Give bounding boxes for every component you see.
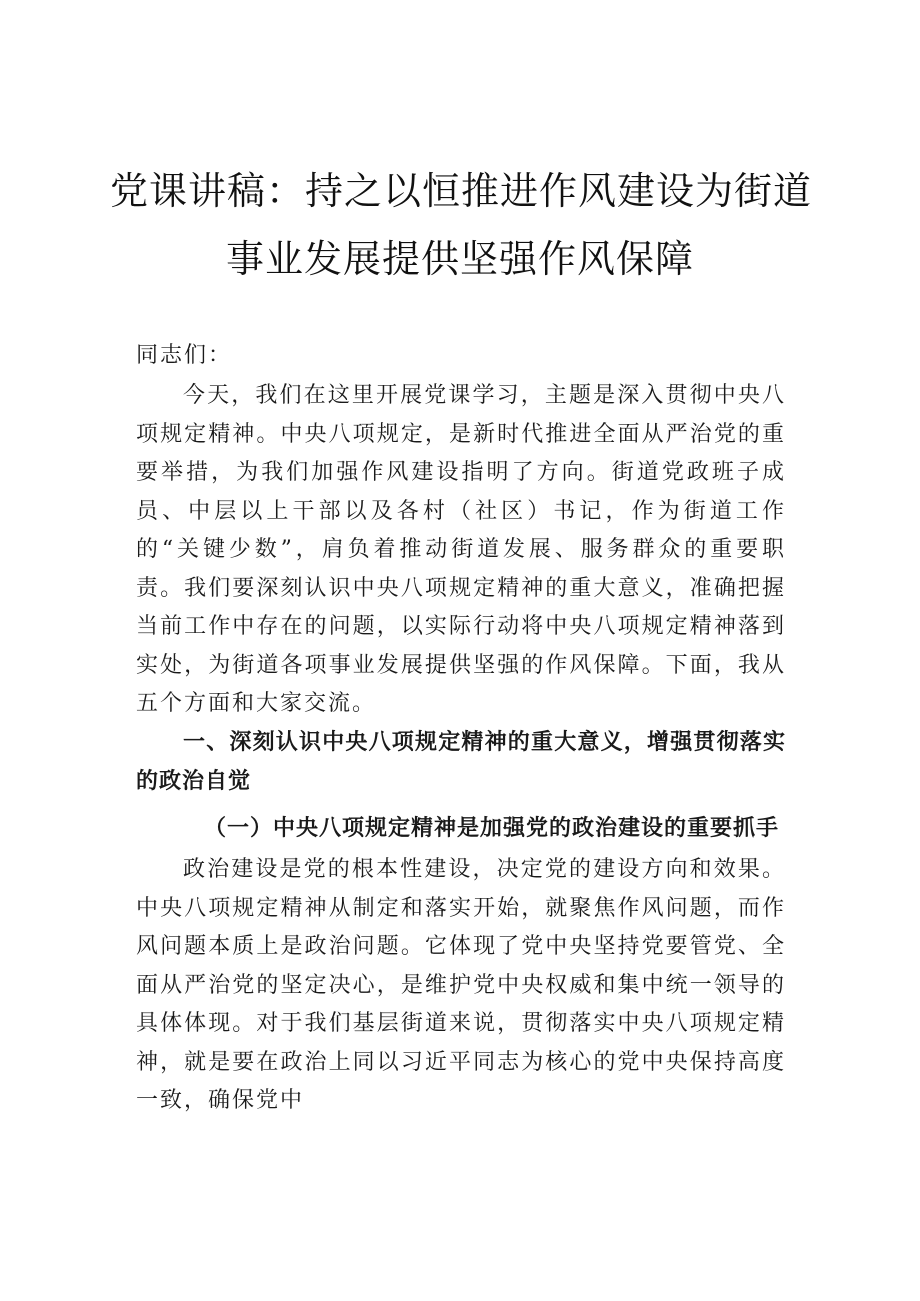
body-paragraph-2: 政治建设是党的根本性建设，决定党的建设方向和效果。中央八项规定精神从制定和落实开始，就聚焦作风问题，而作风问题本质上是政治问题。它体现了党中央坚持党要管党、全面从严治党的坚定决心，是维护党中央权威和集中统一领导的具体体现。对于我们基层街道来说，贯彻落实中央八项规定精神，就是要在政治上同以习近平同志为核心的党中央保持高度一致，确保党中 [136, 857, 786, 1113]
section-heading-1: 一、深刻认识中央八项规定精神的重大意义，增强贯彻落实的政治自觉 [136, 730, 786, 794]
salutation: 同志们： [136, 343, 233, 368]
subsection-heading-1: （一）中央八项规定精神是加强党的政治建设的重要抓手 [204, 816, 780, 841]
document-title-line-1: 党课讲稿：持之以恒推进作风建设为街道 [110, 169, 813, 213]
document-title-line-2: 事业发展提供坚强作风保障 [225, 237, 694, 281]
intro-paragraph: 今天，我们在这里开展党课学习，主题是深入贯彻中央八项规定精神。中央八项规定，是新时代推进全面从严治党的重要举措，为我们加强作风建设指明了方向。街道党政班子成员、中层以上干部以及各村（社区）书记，作为街道工作的“关键少数”，肩负着推动街道发展、服务群众的重要职责。我们要深刻认识中央八项规定精神的重大意义，准确把握当前工作中存在的问题，以实际行动将中央八项规定精神落到实处，为街道各项事业发展提供坚强的作风保障。下面，我从五个方面和大家交流。 [136, 383, 786, 716]
